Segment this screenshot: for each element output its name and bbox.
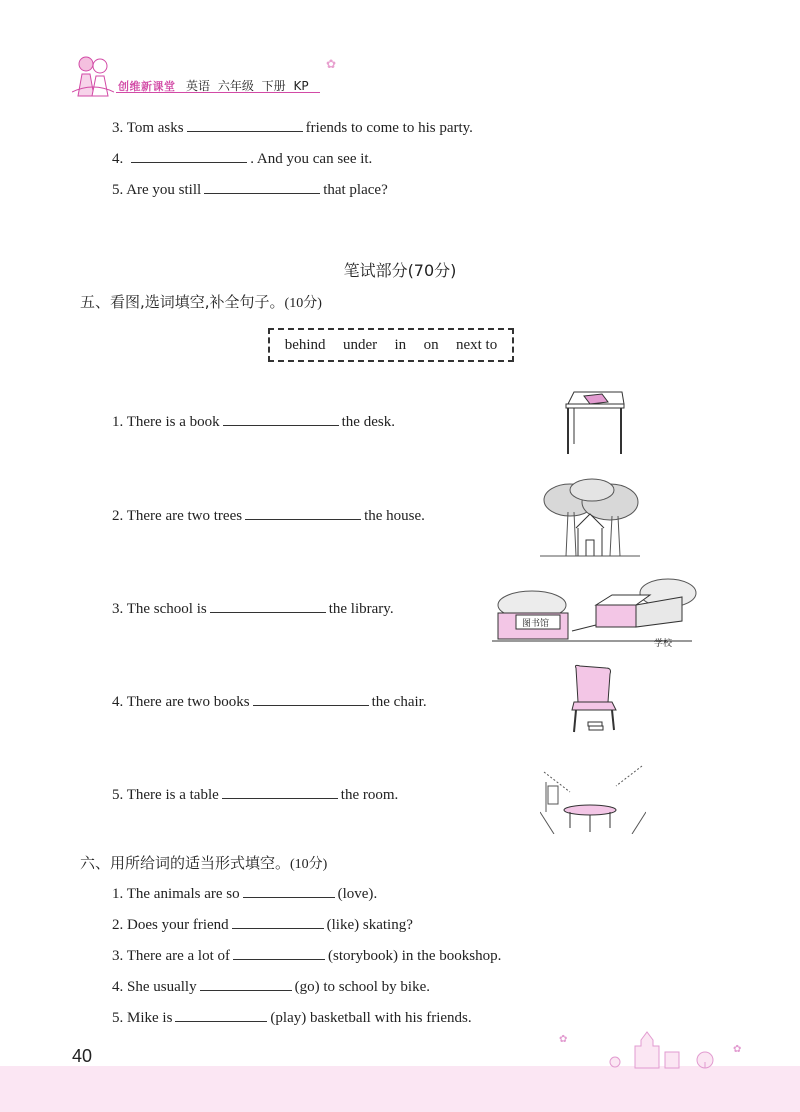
table-in-room-picture (540, 762, 646, 834)
castle-decoration-icon (555, 1022, 755, 1070)
answer-blank[interactable] (233, 945, 325, 960)
section-6-title: 六、用所给词的适当形式填空。(10分) (80, 854, 328, 872)
page-number: 40 (72, 1046, 93, 1066)
answer-blank[interactable] (253, 691, 369, 706)
word-option: next to (455, 336, 498, 353)
word-bank (268, 328, 514, 362)
listening-item-3: 3. Tom asks friends to come to his party. (112, 117, 473, 138)
chair-with-books-picture (566, 664, 620, 734)
answer-blank[interactable] (243, 883, 335, 898)
footer-band (0, 1066, 800, 1112)
word-option: behind (284, 336, 326, 353)
answer-blank[interactable] (175, 1007, 267, 1022)
s6-item-4: 4. She usually (go) to school by bike. (112, 976, 430, 997)
s5-item-5: 5. There is a table the room. (112, 784, 398, 805)
answer-blank[interactable] (222, 784, 338, 799)
section-5-title: 五、看图,选词填空,补全句子。(10分) (80, 293, 322, 311)
brand-title: 创维新课堂 (118, 80, 176, 93)
word-option: on (423, 336, 439, 353)
listening-item-4: 4. . And you can see it. (112, 148, 372, 169)
s6-item-3: 3. There are a lot of (storybook) in the bookshop. (112, 945, 501, 966)
book-info: 英语 六年级 下册 KP (186, 79, 309, 93)
s6-item-5: 5. Mike is (play) basketball with his friends. (112, 1007, 472, 1028)
library-label: 图书馆 (522, 619, 550, 629)
answer-blank[interactable] (187, 117, 303, 132)
answer-blank[interactable] (223, 411, 339, 426)
kids-logo-icon (72, 52, 114, 98)
header-divider (116, 92, 320, 93)
trees-behind-house-picture (540, 478, 640, 558)
school-label: 学校 (654, 639, 673, 649)
s5-item-3: 3. The school is the library. (112, 598, 394, 619)
answer-blank[interactable] (200, 976, 292, 991)
answer-blank[interactable] (210, 598, 326, 613)
answer-blank[interactable] (245, 505, 361, 520)
desk-with-book-picture (558, 388, 630, 456)
written-part-title: 笔试部分(70分) (343, 261, 457, 280)
svg-text:✿: ✿ (559, 1034, 568, 1045)
answer-blank[interactable] (204, 179, 320, 194)
word-option: under (342, 336, 378, 353)
answer-blank[interactable] (131, 148, 247, 163)
s6-item-2: 2. Does your friend (like) skating? (112, 914, 413, 935)
s5-item-2: 2. There are two trees the house. (112, 505, 425, 526)
s5-item-1: 1. There is a book the desk. (112, 411, 395, 432)
listening-item-5: 5. Are you still that place? (112, 179, 388, 200)
flower-icon: ✿ (326, 57, 337, 71)
svg-text:✿: ✿ (733, 1044, 742, 1055)
word-option: in (394, 336, 407, 353)
s6-item-1: 1. The animals are so (love). (112, 883, 377, 904)
s5-item-4: 4. There are two books the chair. (112, 691, 427, 712)
answer-blank[interactable] (232, 914, 324, 929)
